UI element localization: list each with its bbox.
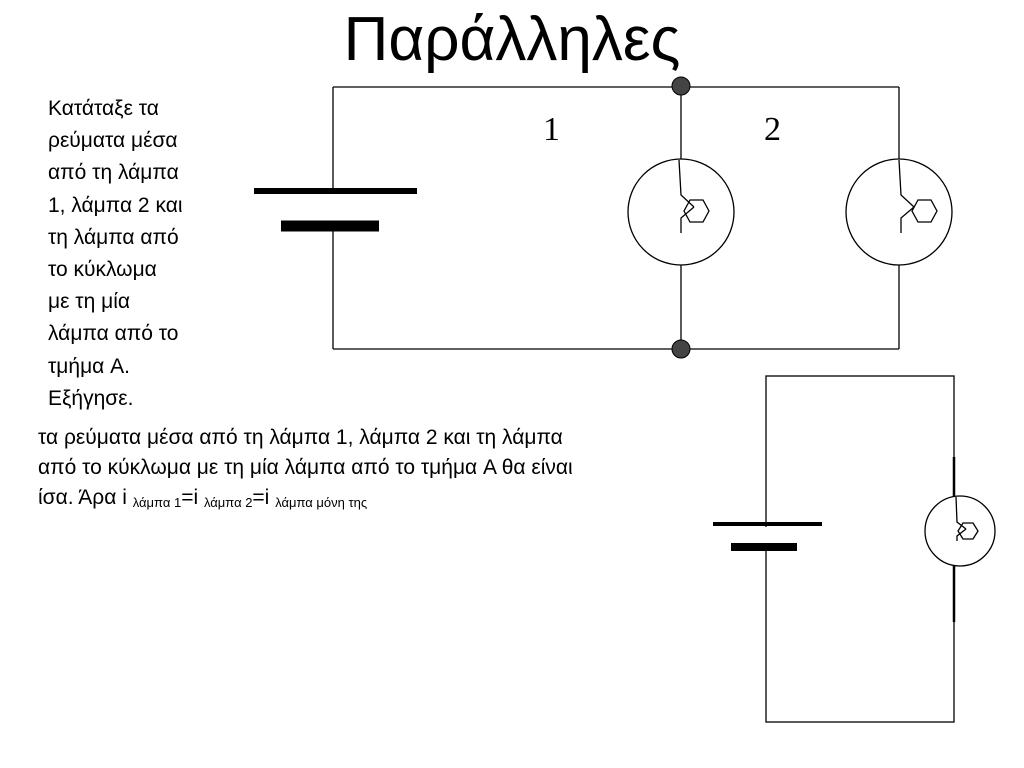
branch-label-2: 2	[764, 111, 781, 148]
subscript-lamp-1: λάμπα 1	[132, 495, 182, 510]
subscript-lamp-2: λάμπα 2	[203, 495, 253, 510]
bulb-1-icon	[628, 159, 734, 265]
question-line: 1, λάμπα 2 και	[48, 193, 183, 217]
battery-gap	[320, 194, 346, 224]
question-line: το κύκλωμα	[48, 258, 157, 282]
bulb-single-icon	[925, 496, 995, 566]
equals-i: =i	[181, 486, 199, 509]
question-line: τμήμα A.	[48, 354, 130, 378]
question-line: από τη λάμπα	[48, 161, 179, 185]
question-line: με τη μία	[48, 290, 131, 314]
branch-label-1: 1	[543, 111, 560, 148]
question-line: τη λάμπα από	[48, 225, 179, 249]
junction-node-top	[672, 77, 690, 95]
question-line: Κατάταξε τα	[48, 97, 159, 120]
answer-line: τα ρεύματα μέσα από τη λάμπα 1, λάμπα 2 και τη λάμπα	[38, 426, 563, 449]
equals-i: =i	[252, 486, 270, 509]
parallel-circuit	[254, 87, 899, 349]
question-line: λάμπα από το	[48, 322, 179, 346]
battery-gap	[754, 527, 778, 544]
junction-node-bottom	[672, 340, 690, 358]
single-lamp-circuit	[713, 376, 954, 722]
question-line: ρεύματα μέσα	[48, 129, 178, 153]
bulb-2-icon	[846, 159, 952, 265]
subscript-lamp-alone: λάμπα μόνη της	[275, 495, 368, 510]
question-line: Εξήγησε.	[48, 386, 134, 410]
slide-title: Παράλληλες	[343, 5, 681, 74]
answer-prefix: ίσα. Άρα i	[38, 486, 127, 509]
answer-line: από το κύκλωμα με τη μία λάμπα από το τμήμα A θα είναι	[38, 456, 573, 479]
